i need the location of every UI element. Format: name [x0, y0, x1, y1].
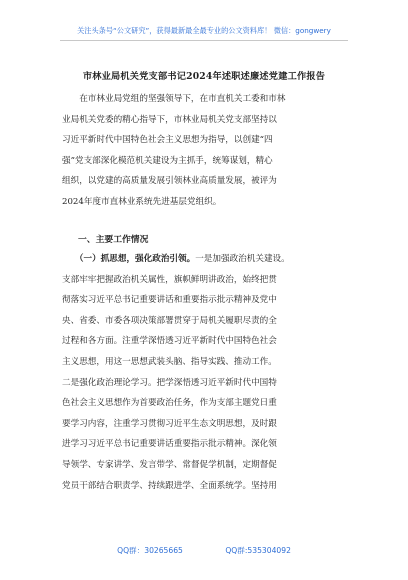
paragraph-line: 过程和各方面。注重学深悟透习近平新时代中国特色社会: [62, 336, 277, 347]
paragraph-line: 强”党支部深化模范机关建设为主抓手，统筹谋划，精心: [62, 155, 273, 166]
paragraph-line: 在市林业局党组的坚强领导下，在市直机关工委和市林: [62, 94, 286, 104]
paragraph-line: 二是强化政治理论学习。把学深悟透习近平新时代中国特: [62, 377, 277, 388]
paragraph-line: 支部牢牢把握政治机关属性，旗帜鲜明讲政治，始终把贯: [62, 274, 277, 285]
paragraph-line: 主义思想，用这一思想武装头脑、指导实践、推动工作。: [62, 356, 277, 367]
paragraph-line: 进学习习近平总书记重要讲话重要指示批示精神。深化领: [62, 439, 277, 450]
footer-contacts: [0, 545, 408, 556]
paragraph-line: 组织，以党建的高质量发展引领林业高质量发展，被评为: [62, 176, 277, 187]
paragraph-line: 业局机关党委的精心指导下，市林业局机关党支部坚持以: [62, 114, 277, 125]
subsection-heading: （一）抓思想，强化政治引领。: [62, 254, 196, 264]
footer-qq-group-2[interactable]: QQ群:535304092: [225, 546, 291, 555]
paragraph-line-rest: 一是加强政治机关建设。: [195, 254, 290, 264]
header-divider: [60, 40, 348, 41]
paragraph-work: [62, 249, 352, 496]
header-banner[interactable]: 关注头条号“公文研究”，获得最新最全最专业的公文资料库！ 微信：gongwery: [77, 26, 331, 35]
paragraph-line: 要学习内容，注重学习贯彻习近平生态文明思想，及时跟: [62, 418, 277, 429]
paragraph-line: 彻落实习近平总书记重要讲话和重要指示批示精神及党中: [62, 295, 277, 306]
footer-qq-group-1[interactable]: QQ群：30265665: [117, 546, 183, 555]
paragraph-intro: [62, 89, 352, 213]
paragraph-line: 2024年度市直林业系统先进基层党组织。: [62, 196, 222, 207]
section-heading: 一、主要工作情况: [78, 235, 149, 245]
paragraph-line: 习近平新时代中国特色社会主义思想为指导，以创建“四: [62, 135, 273, 146]
paragraph-line: 导领学、专家讲学、发言带学、常督促学机制，定期督促: [62, 459, 277, 470]
paragraph-line: [62, 249, 352, 270]
paragraph-line: 色社会主义思想作为首要政治任务，作为支部主题党日重: [62, 398, 277, 409]
paragraph-line: 央、省委、市委各项决策部署贯穿于局机关履职尽责的全: [62, 315, 277, 326]
document-title: 市林业局机关党支部书记2024年述职述廉述党建工作报告: [82, 71, 326, 82]
paragraph-line: 党员干部结合职责学、持续跟进学、全面系统学。坚持用: [62, 480, 277, 491]
